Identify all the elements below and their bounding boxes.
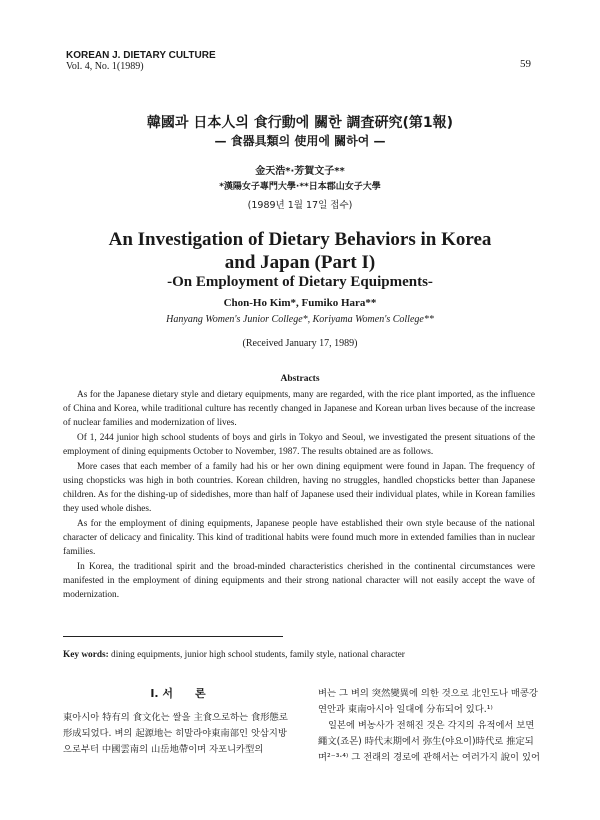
journal-volume: Vol. 4, No. 1(1989) (66, 61, 144, 72)
journal-title: KOREAN J. DIETARY CULTURE (66, 50, 216, 61)
korean-affiliations: *漢陽女子專門大學·**日本郡山女子大學 (219, 182, 381, 192)
keywords-label: Key words: (63, 650, 109, 660)
body-right-column (318, 686, 540, 766)
section-title-introduction: I. 서 론 (150, 687, 206, 700)
abstract-paragraph: As for the employment of dining equipments, Japanese people have established their own style because of the national character of delicacy and finicality. This kind of traditional habits were found much more in extended families than in nuclear families. (63, 519, 535, 557)
abstract-body (63, 388, 535, 602)
body-left-column (63, 686, 293, 758)
english-received-date: (Received January 17, 1989) (242, 338, 358, 349)
korean-title: 韓國과 日本人의 食行動에 關한 調査硏究(第1報) (146, 115, 454, 131)
abstract-paragraph: As for the Japanese dietary style and dietary equipments, many are regarded, with the rice plant imported, as the influence of China and Korea, while traditional culture has recently changed in Japanese and Korean urban lives because of the increase of nuclear families and modernization of lives. (63, 390, 535, 428)
korean-authors: 金天浩*·芳賀文子** (255, 166, 345, 177)
korean-received-date: (1989년 1월 17일 접수) (247, 200, 353, 211)
english-subtitle: -On Employment of Dietary Equipments- (167, 274, 433, 290)
keywords-text: dining equipments, junior high school students, family style, national character (111, 650, 405, 660)
english-affiliations: Hanyang Women's Junior College*, Koriyama Women's College** (166, 314, 434, 325)
english-title-line2: and Japan (Part I) (224, 252, 376, 273)
body-paragraph: 東아시아 特有의 食文化는 쌀을 主食으로하는 食形態로 形成되었다. 벼의 起源地는 히말라야東南部인 앗삼지방으로부터 中國雲南의 山岳地帶이며 자포니카型의 (63, 712, 288, 755)
page-number: 59 (520, 58, 531, 70)
english-authors: Chon-Ho Kim*, Fumiko Hara** (223, 297, 377, 309)
abstract-paragraph: Of 1, 244 junior high school students of boys and girls in Tokyo and Seoul, we investigated the present situations of the employment of dining equipments October to November, 1987. The results obtained are as follows. (63, 433, 535, 457)
abstract-heading: Abstracts (280, 374, 320, 384)
abstract-paragraph: More cases that each member of a family had his or her own dining equipment were found in Japan. The frequency of using chopsticks was high in both countries. Korean children, having no struggles, handled chopsticks better than Japanese children. As for the dishing-up of sidedishes, more than half of Japanese used their individual plates, while in Korean families they used whole dishes. (63, 462, 535, 514)
body-paragraph: 벼는 그 벼의 突然變異에 의한 것으로 北인도나 매콩강 연안과 東南아시아 일대에 分布되어 있다.¹⁾ (318, 688, 538, 715)
english-title-line1: An Investigation of Dietary Behaviors in Korea (108, 229, 492, 250)
korean-subtitle: — 食器具類의 使用에 關하여 — (214, 134, 386, 148)
body-paragraph: 일본에 벼농사가 전해진 것은 각지의 유적에서 보면 繩文(죠몬) 時代末期에서 弥生(야요이)時代로 推定되며²⁻³·⁴⁾ 그 전래의 경로에 관해서는 여러가지 說이 있어 (318, 720, 540, 763)
footnote-divider (63, 636, 283, 637)
journal-header (66, 50, 216, 72)
abstract-paragraph: In Korea, the traditional spirit and the broad-minded characteristics cherished in the continental circumstances were manifested in the employment of dining equipments and their strong national character will not easily accept the wave of modernization. (63, 562, 535, 600)
keywords (63, 650, 543, 660)
